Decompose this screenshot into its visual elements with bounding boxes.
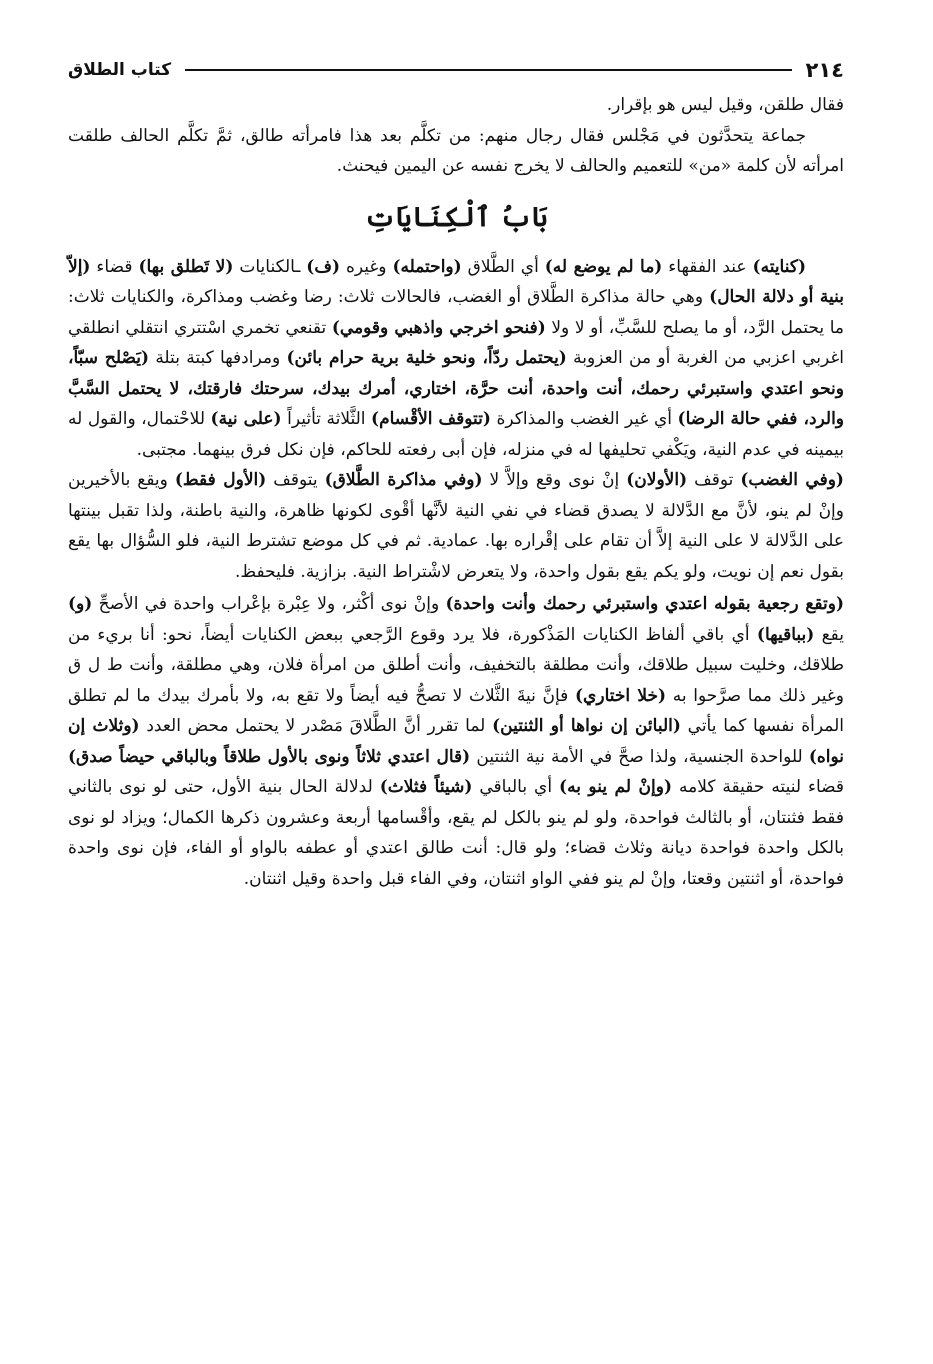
matn-text: (وفي الغضب) [740, 470, 844, 490]
matn-text: (على نية) [210, 409, 282, 429]
sharh-text: قضاء [90, 256, 139, 277]
sharh-text: قضاء لنيته حقيقة كلامه [672, 777, 845, 797]
sharh-text: عند الفقهاء [662, 256, 753, 277]
matn-text: (كنايته) [752, 256, 806, 277]
sharh-text: أي بالباقي [472, 777, 560, 797]
sharh-text: لدلالة الحال بنية الأول، حتى لو نوى بالثاني فقط فثنتان، أو بالثالث فواحدة، ولو لم ينو بالكل لم يقع، وأقْسامها أربعة وعشرون ذكرها الكمال؛ ويزاد لو نوى بالكل واحدة فواحدة ديانة وثلاث قضاء؛ ولو قال: أنت طالق اعتدي أو عطفه بالواو أو الفاء، فإن نوى واحدة فواحدة، أو اثنتين وقعتا، وإنْ لم ينو ففي الواو اثنتان، وفي الفاء قبل واحدة وقيل اثنتان. [68, 777, 844, 889]
sharh-text: وإنْ نوى أكْثر، ولا عِبْرة بإعْراب واحدة في الأصحِّ [92, 594, 446, 614]
sharh-text: أي باقي ألفاظ الكنايات المَذْكورة، فلا يرد وقوع الرَّجعي ببعض الكنايات أيضاً، نحو: أنا بريء من طلاقك، وخليت سبيل طلاقك، وأنت مطلقة بالتخفيف، وأنت أطلق من امرأة فلان، وهي مطلقة، وأنت ط ل ق وغير ذلك مما صرَّحوا به [68, 624, 844, 706]
document-page [68, 50, 844, 894]
sharh-text: للاحْتمال، والقول له بيمينه في عدم النية، ويَكْفي تحليفها له في منزله، فإن أبى رفعته للحاكم، فإن نكل فرق بينهما. مجتبى. [68, 409, 844, 460]
matn-text: (وثلاث إن نواه) [68, 716, 844, 767]
matn-text: (لا تَطلق بها) [138, 256, 234, 277]
matn-text: (البائن إن نواها أو الثنتين) [492, 716, 681, 736]
paragraph-kinayat [68, 252, 844, 466]
matn-text: (الأولان) [626, 470, 688, 490]
matn-text: (شيئاً فثلاث) [379, 777, 473, 797]
sharh-text: فإنَّ نيةَ الثَّلاث لا تصحُّ فيه أيضاً ولا تقع به، ولا بأمرك بيدك ما لم تطلق المرأة نفسها كما يأتي [68, 685, 844, 736]
sharh-text: أي الطَّلاق [461, 256, 545, 277]
sharh-text: وغيره [340, 256, 393, 277]
paragraph-ghadab [68, 465, 844, 587]
matn-text: (وإنْ لم ينو به) [559, 777, 672, 797]
sharh-text: أي غير الغضب والمذاكرة [490, 409, 678, 429]
matn-text: (واحتمله) [392, 256, 462, 277]
sharh-text: ومرادفها كبتة بتلة [149, 348, 287, 368]
intro-line: فقال طلقن، وقيل ليس هو بإقرار. [606, 95, 844, 115]
matn-text: (ف) [306, 256, 340, 277]
sharh-text: تقنعي تخمري اسْتتري انتقلي انطلقي اغربي اعزبي من الغربة أو من العزوبة [68, 317, 845, 368]
chapter-title: بَابُ ٱلْكِنَايَاتِ [364, 201, 548, 233]
matn-text: (فنحو اخرجي واذهبي وقومي) [331, 317, 546, 338]
sharh-text: ويقع بالأخيرين وإنْ لم ينو، لأنَّ مع الدَّلالة لا يصدق قضاء في نفي النية لأنَّها أقْوى لكونها ظاهرة، والنية باطنة، ولذا تقبل بينتها على الدَّلالة لا على النية إلاَّ أن تقام على إقْراره بها. عمادية. ثم في كل موضع تشترط النية، فلو السُّؤال بها يقع بقول نعم إن نويت، ولو يكم يقع بقول واحدة، ولا يتعرض لاشْتراط النية. بزازية. فليحفظ. [68, 470, 844, 582]
matn-text: (خلا اختاري) [575, 685, 667, 706]
page-header [68, 50, 844, 90]
matn-text: (يحتمل ردّاً، ونحو خلية برية حرام بائن) [286, 348, 567, 368]
sharh-text: لما تقرر أنَّ الطَّلاقَ مَصْدر لا يحتمل محض العدد [139, 716, 493, 736]
intro-paragraph: جماعة يتحدَّثون في مَجْلس فقال رجال منهم: من تكلَّم بعد هذا فامرأته طالق، ثمَّ تكلَّم الحالف طلقت امرأته لأن كلمة «من» للتعميم والحالف لا يخرج نفسه عن اليمين فيحنث. [68, 125, 844, 176]
matn-text: (تتوقف الأقْسام) [371, 409, 491, 429]
matn-text: (و) [68, 594, 93, 614]
sharh-text: للواحدة الجنسية، ولذا صحَّ في الأمة نية الثنتين [470, 746, 809, 767]
matn-text: (بباقيها) [756, 624, 815, 645]
header-rule [185, 69, 791, 71]
sharh-text: توقف [687, 470, 741, 490]
book-title: كتاب الطلاق [68, 60, 172, 80]
sharh-text: يقع [814, 624, 844, 645]
paragraph-rajiyya [68, 589, 844, 894]
sharh-text: ـالكنايات [233, 256, 307, 277]
matn-text: (ما لم يوضع له) [544, 256, 663, 277]
sharh-text: وهي حالة مذاكرة الطَّلاق أو الغضب، فالحالات ثلاث: رضا وغضب ومذاكرة، والكنايات ثلاث: ما يحتمل الرَّد، أو ما يصلح للسَّبِّ، أو لا ولا [68, 287, 845, 338]
sharh-text: إنْ نوى وقع وإلاَّ لا [482, 470, 627, 490]
matn-text: (يَصْلح سبّاً، ونحو اعتدي واستبرئي رحمك، أنت واحدة، أنت حرَّة، اختاري، أمرك بيدك، سرحتك فارقتك، لا يحتمل السَّبَّ والرد، ففي حالة الرضا) [68, 348, 845, 429]
matn-text: (وفي مذاكرة الطَّلاق) [324, 470, 483, 490]
matn-text: (وتقع رجعية بقوله اعتدي واستبرئي رحمك وأنت واحدة) [445, 594, 845, 614]
matn-text: (قال اعتدي ثلاثاً ونوى بالأول طلاقاً وبالباقي حيضاً صدق) [68, 746, 471, 767]
matn-text: (إلاّ بنية أو دلالة الحال) [68, 256, 844, 307]
sharh-text: الثَّلاثة تأثيراً [281, 409, 372, 429]
sharh-text: يتوقف [266, 470, 325, 490]
matn-text: (الأول فقط) [174, 470, 267, 490]
page-number: ٢١٤ [805, 58, 844, 82]
